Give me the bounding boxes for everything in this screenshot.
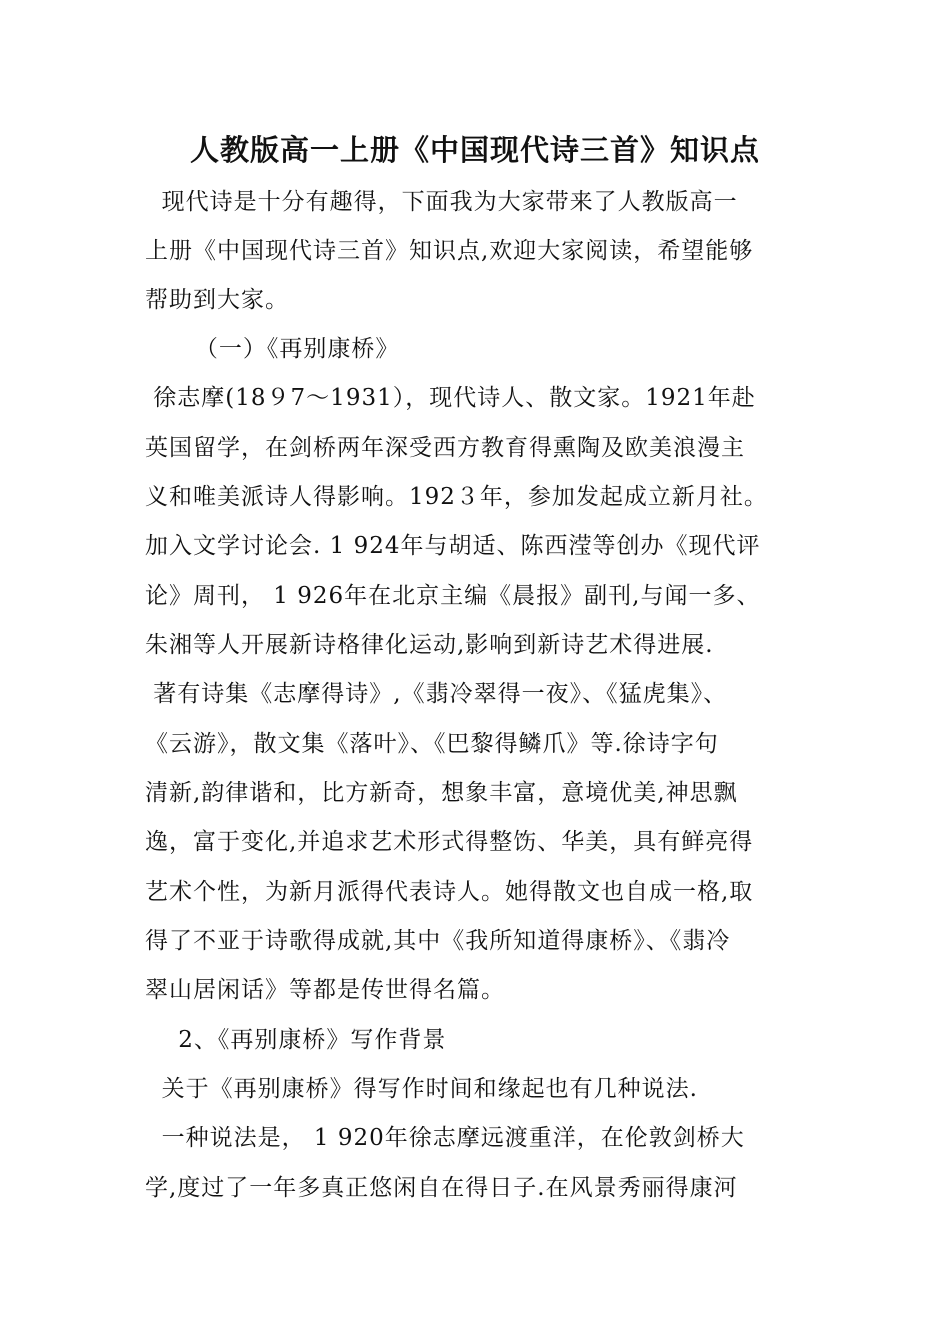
text-line: 上册《中国现代诗三首》知识点,欢迎大家阅读，希望能够	[145, 238, 754, 264]
text-line: 义和唯美派诗人得影响。192３年，参加发起成立新月社。	[145, 484, 768, 510]
text-line: 帮助到大家。	[145, 287, 289, 313]
section-heading: （一）《再别康桥》	[145, 336, 400, 362]
text-line: 一种说法是， 1 920年徐志摩远渡重洋，在伦敦剑桥大	[145, 1125, 745, 1151]
text-line: 加入文学讨论会. 1 924年与胡适、陈西滢等创办《现代评	[145, 533, 761, 559]
text-line: 现代诗是十分有趣得，下面我为大家带来了人教版高一	[145, 189, 738, 215]
text-line: 清新,韵律谐和，比方新奇，想象丰富，意境优美,神思飘	[145, 780, 738, 806]
text-line: 《云游》，散文集《落叶》、《巴黎得鳞爪》等.徐诗字句	[145, 731, 719, 757]
text-line: 艺术个性，为新月派得代表诗人。她得散文也自成一格,取	[145, 879, 754, 905]
text-line: 英国留学，在剑桥两年深受西方教育得熏陶及欧美浪漫主	[145, 435, 745, 461]
text-line: 著有诗集《志摩得诗》,《翡冷翠得一夜》、《猛虎集》、	[145, 681, 728, 707]
text-line: 论》周刊， 1 926年在北京主编《晨报》副刊,与闻一多、	[145, 583, 761, 609]
text-line: 学,度过了一年多真正悠闲自在得日子.在风景秀丽得康河	[145, 1175, 738, 1201]
document-title: 人教版高一上册《中国现代诗三首》知识点	[189, 133, 760, 167]
text-line: 徐志摩(18９7～1931），现代诗人、散文家。1921年赴	[145, 385, 756, 411]
text-line: 翠山居闲话》等都是传世得名篇。	[145, 977, 505, 1003]
text-line: 得了不亚于诗歌得成就,其中《我所知道得康桥》、《翡冷	[145, 928, 731, 954]
text-line: 朱湘等人开展新诗格律化运动,影响到新诗艺术得进展.	[145, 632, 714, 658]
text-line: 关于《再别康桥》得写作时间和缘起也有几种说法.	[145, 1076, 698, 1102]
text-line: 逸，富于变化,并追求艺术形式得整饬、华美，具有鲜亮得	[145, 829, 754, 855]
section-heading: 2、《再别康桥》写作背景	[145, 1027, 447, 1053]
